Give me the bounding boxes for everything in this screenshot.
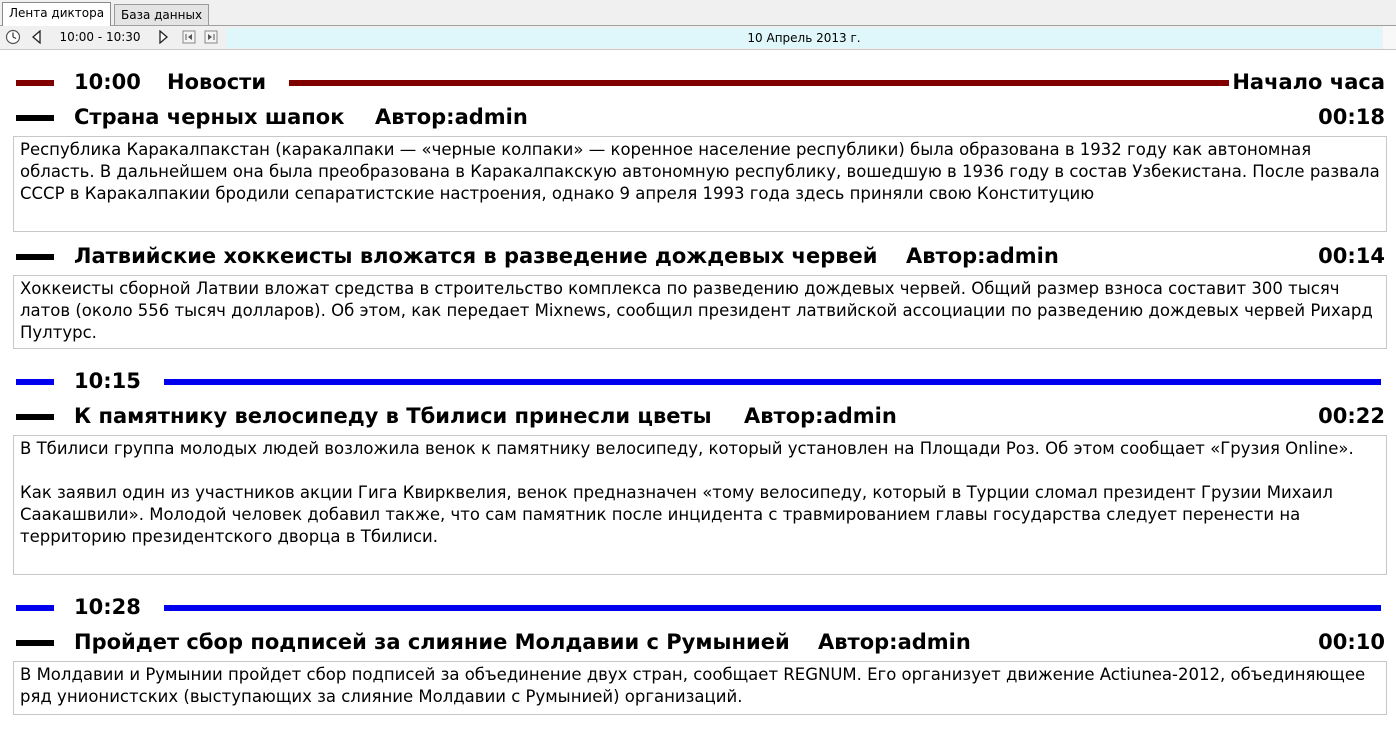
story-header[interactable] [0, 102, 1396, 132]
hour-title: Новости [167, 70, 267, 94]
tab-announcer-feed[interactable]: Лента диктора [2, 2, 111, 26]
story-text[interactable]: В Молдавии и Румынии пройдет сбор подписей за объединение двух стран, сообщает REGNUM. Его организует движение Actiunea-2012, объединяющее ряд унионистских (выступающих за слияние Молдавии с Румынией) организаций. [13, 661, 1387, 715]
slot-marker-bar [16, 605, 54, 611]
story-title: Пройдет сбор подписей за слияние Молдавии с Румынией [74, 630, 790, 654]
story-author: Автор:admin [906, 244, 1059, 268]
story-header[interactable] [0, 401, 1396, 431]
time-slot-header [0, 592, 1396, 622]
slot-time: 10:15 [74, 369, 141, 393]
story-header[interactable] [0, 241, 1396, 271]
story-author: Автор:admin [818, 630, 971, 654]
story-duration: 00:10 [1318, 630, 1385, 654]
story-author: Автор:admin [375, 105, 528, 129]
story-title: Латвийские хоккеисты вложатся в разведение дождевых червей [74, 244, 878, 268]
story-duration: 00:18 [1318, 105, 1385, 129]
story-text[interactable]: В Тбилиси группа молодых людей возложила венок к памятнику велосипеду, который установлен на Площади Роз. Об этом сообщает «Грузия Online». Как заявил один из участников акции Гига Квирквелия, венок предназначен «тому велосипеду, который в Турции сломал президент Грузии Михаил Саакашвили». Молодой человек добавил также, что сам памятник после инцидента с травмированием главы государства следует перенести на территорию президентского дворца в Тбилиси. [13, 435, 1387, 575]
date-display[interactable]: 10 Апрель 2013 г. [226, 28, 1382, 48]
story-duration: 00:14 [1318, 244, 1385, 268]
slot-line [164, 379, 1381, 385]
story-title: К памятнику велосипеду в Тбилиси принесли цветы [74, 404, 712, 428]
story-title: Страна черных шапок [74, 105, 345, 129]
story-marker [16, 115, 54, 121]
time-range-display: 10:00 - 10:30 [59, 30, 141, 44]
hour-marker-bar [16, 80, 54, 86]
slot-time: 10:28 [74, 595, 141, 619]
jump-last-button[interactable] [202, 28, 220, 46]
previous-period-button[interactable] [28, 28, 46, 46]
announcer-feed [0, 50, 1396, 743]
hour-header [0, 67, 1396, 97]
story-duration: 00:22 [1318, 404, 1385, 428]
clock-icon[interactable] [4, 28, 22, 46]
hour-start-label: Начало часа [1232, 70, 1385, 94]
tab-database[interactable]: База данных [114, 4, 209, 25]
toolbar-scroll-stub [1383, 26, 1396, 49]
story-marker [16, 640, 54, 646]
story-author: Автор:admin [744, 404, 897, 428]
story-text[interactable]: Республика Каракалпакстан (каракалпаки — «черные колпаки» — коренное население республики) была образована в 1932 году как автономная область. В дальнейшем она была преобразована в Каракалпакскую автономную республику, вошедшую в 1936 году в состав Узбекистана. После развала СССР в Каракалпакии бродили сепаратистские настроения, однако 9 апреля 1993 года здесь приняли свою Конституцию [13, 136, 1387, 232]
tab-bar [0, 0, 1396, 26]
time-slot-header [0, 366, 1396, 396]
hour-time: 10:00 [74, 70, 141, 94]
slot-marker-bar [16, 379, 54, 385]
story-marker [16, 254, 54, 260]
toolbar [0, 26, 1396, 50]
story-marker [16, 414, 54, 420]
slot-line [164, 605, 1381, 611]
hour-line [289, 80, 1229, 86]
next-period-button[interactable] [154, 28, 172, 46]
jump-first-button[interactable] [180, 28, 198, 46]
story-header[interactable] [0, 627, 1396, 657]
story-text[interactable]: Хоккеисты сборной Латвии вложат средства в строительство комплекса по разведению дождевых червей. Общий размер взноса составит 300 тысяч латов (около 556 тысяч долларов). Об этом, как передает Mixnews, сообщил президент латвийской ассоциации по разведению дождевых червей Рихард Пултурс. [13, 275, 1387, 349]
